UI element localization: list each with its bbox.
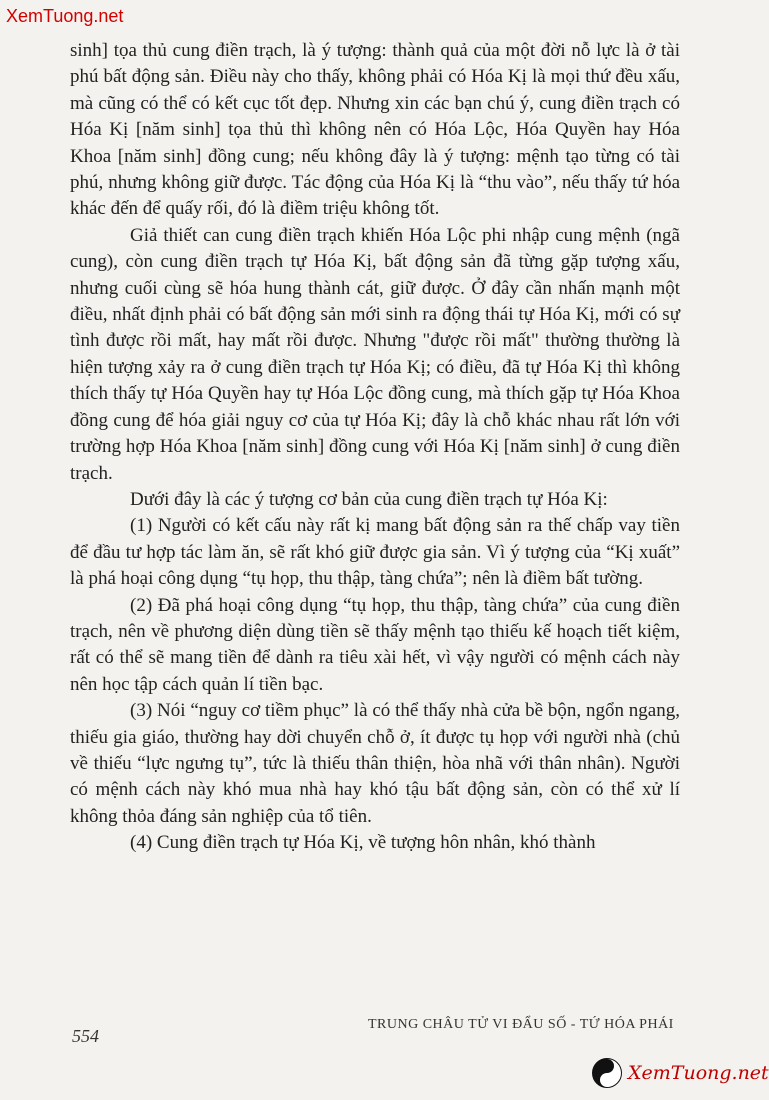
running-footer-title: TRUNG CHÂU TỬ VI ĐẨU SỐ - TỨ HÓA PHÁI xyxy=(368,1017,674,1032)
paragraph-1: sinh] tọa thủ cung điền trạch, là ý tượng: thành quả của một đời nỗ lực là ở tài phú bất động sản. Điều này cho thấy, không phải có Hóa Kị là mọi thứ đều xấu, mà cũng có thể có kết cục tốt đẹp. Nhưng xin các bạn chú ý, cung điền trạch có Hóa Kị [năm sinh] tọa thủ thì không nên có Hóa Lộc, Hóa Quyền hay Hóa Khoa [năm sinh] đồng cung; nếu không đây là ý tượng: mệnh tạo từng có tài phú, nhưng không giữ được. Tác động của Hóa Kị là “thu vào”, nếu thấy tứ hóa khác đến để quấy rối, đó là điềm triệu không tốt. xyxy=(70,40,680,220)
list-item-2: (2) Đã phá hoại công dụng “tụ họp, thu thập, tàng chứa” của cung điền trạch, nên về phương diện dùng tiền sẽ thấy mệnh tạo thiếu kế hoạch tiết kiệm, rất có thể sẽ mang tiền để dành ra tiêu xài hết, vì vậy người có mệnh cách này nên học tập cách quản lí tiền bạc. xyxy=(70,594,680,695)
paragraph-2: Giả thiết can cung điền trạch khiến Hóa Lộc phi nhập cung mệnh (ngã cung), còn cung điền trạch tự Hóa Kị, bất động sản đã từng gặp tượng xấu, nhưng cuối cùng sẽ hóa hung thành cát, giữ được. Ở đây cần nhấn mạnh một điều, nhất định phải có bất động sản mới sinh ra động thái tự Hóa Kị, mới có sự tình được rồi mất, hay mất rồi được. Nhưng "được rồi mất" thường thường là hiện tượng xảy ra ở cung điền trạch tự Hóa Kị; có điều, đã tự Hóa Kị thì không thích thấy tự Hóa Quyền hay tự Hóa Lộc đồng cung, mà thích gặp tự Hóa Khoa đồng cung để hóa giải nguy cơ của tự Hóa Kị; đây là chỗ khác nhau rất lớn với trường hợp Hóa Khoa [năm sinh] đồng cung với Hóa Kị [năm sinh] ở cung điền trạch. xyxy=(70,224,680,484)
list-item-1: (1) Người có kết cấu này rất kị mang bất động sản ra thế chấp vay tiền để đầu tư hợp tác làm ăn, sẽ rất khó giữ được gia sản. Vì ý tượng của “Kị xuất” là phá hoại công dụng “tụ họp, thu thập, tàng chứa”; nên là điềm bất tường. xyxy=(70,515,680,590)
page-body xyxy=(70,38,680,857)
page-number: 554 xyxy=(72,1026,99,1046)
list-item-4: (4) Cung điền trạch tự Hóa Kị, về tượng hôn nhân, khó thành xyxy=(130,832,596,854)
yin-yang-icon xyxy=(592,1058,622,1088)
site-logo xyxy=(592,1056,769,1090)
paragraph-3: Dưới đây là các ý tượng cơ bản của cung điền trạch tự Hóa Kị: xyxy=(130,488,608,510)
site-watermark: XemTuong.net xyxy=(6,6,124,26)
logo-text: XemTuong.net xyxy=(628,1062,769,1084)
list-item-3: (3) Nói “nguy cơ tiềm phục” là có thể thấy nhà cửa bề bộn, ngổn ngang, thiếu gia giáo, thường hay dời chuyển chỗ ở, ít được tụ họp với người nhà (chủ về thiếu “lực ngưng tụ”, tức là thiếu thân thiện, hòa nhã với thân nhân). Người có mệnh cách này khó mua nhà hay khó tậu bất động sản, còn có thể xử lí không thỏa đáng sản nghiệp của tổ tiên. xyxy=(70,700,680,827)
